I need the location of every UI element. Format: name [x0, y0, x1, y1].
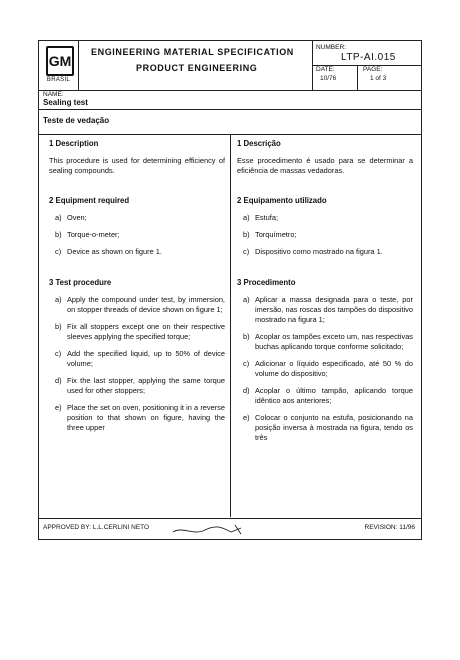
list-text: Estufa; — [255, 213, 279, 222]
section-title: 3 Test procedure — [49, 278, 112, 287]
list-marker: b) — [55, 230, 62, 239]
list-text: Apply the compound under test, by immersion, on stopper threads of device shown on figure 1; — [67, 295, 225, 314]
section-text: This procedure is used for determining efficiency of sealing compounds. — [49, 156, 225, 175]
logo-box — [39, 41, 79, 90]
list-item — [237, 413, 413, 443]
name-value-pt: Teste de vedação — [43, 116, 110, 125]
list-item — [237, 332, 413, 352]
document-footer — [39, 518, 421, 540]
list-marker: e) — [55, 403, 62, 412]
list-item — [237, 295, 413, 325]
section-title: 1 Descrição — [237, 139, 281, 148]
date-value: 10/76 — [320, 75, 337, 82]
list-item — [237, 230, 413, 240]
list-text: Fix all stoppers except one on their respective sleeves applying the specified torque; — [67, 322, 225, 341]
logo-subtext: BRASIL — [46, 77, 71, 83]
list-item — [49, 247, 225, 257]
date-page-divider — [357, 65, 358, 90]
spec-subtitle: PRODUCT ENGINEERING — [136, 63, 258, 73]
list-text: Fix the last stopper, applying the same torque used for other stoppers; — [67, 376, 225, 395]
list-marker: a) — [243, 295, 250, 304]
list-text: Device as shown on figure 1. — [67, 247, 162, 256]
section-text: Esse procedimento é usado para se determinar a eficiência de massas vedadoras. — [237, 156, 413, 175]
english-column — [49, 139, 225, 440]
list-marker: c) — [243, 359, 250, 368]
portuguese-column — [237, 139, 413, 450]
spec-title: ENGINEERING MATERIAL SPECIFICATION — [91, 47, 294, 57]
number-label: NUMBER: — [316, 44, 346, 51]
section-gap — [49, 264, 225, 278]
list-marker: a) — [243, 213, 250, 222]
name-row — [39, 90, 421, 110]
number-value: LTP-AI.015 — [341, 52, 396, 63]
section-title: 1 Description — [49, 139, 99, 148]
list-text: Aplicar a massa designada para o teste, por imersão, nas roscas dos tampões do dispositivo mostrado na figura 1; — [255, 295, 413, 324]
list-text: Colocar o conjunto na estufa, posicionando na posição inversa à mostrada na figura, tendo os três — [255, 413, 413, 442]
list-marker: b) — [55, 322, 62, 331]
list-item — [49, 230, 225, 240]
list-text: Add the specified liquid, up to 50% of device volume; — [67, 349, 225, 368]
list-marker: d) — [55, 376, 62, 385]
date-label: DATE: — [316, 66, 335, 73]
section-gap — [237, 264, 413, 278]
list-marker: a) — [55, 295, 62, 304]
column-divider — [230, 134, 231, 517]
list-item — [237, 247, 413, 257]
document-number-box — [312, 41, 422, 90]
list-text: Torquímetro; — [255, 230, 297, 239]
list-marker: b) — [243, 332, 250, 341]
list-marker: c) — [55, 247, 62, 256]
list-text: Acoplar o último tampão, aplicando torque idêntico aos anteriores; — [255, 386, 413, 405]
section-title: 2 Equipment required — [49, 196, 130, 205]
list-item — [49, 349, 225, 369]
list-text: Adicionar o líquido especificado, até 50 % do volume do dispositivo; — [255, 359, 413, 378]
name-label: NAME: — [43, 91, 64, 98]
signature-mark — [171, 522, 251, 538]
name-value: Sealing test — [43, 98, 88, 107]
list-item — [237, 359, 413, 379]
list-item — [49, 322, 225, 342]
list-text: Place the set on oven, positioning it in a reverse position to that shown on figure, having the three upper — [67, 403, 225, 432]
revision: REVISION: 11/96 — [364, 524, 415, 531]
specification-sheet — [38, 40, 422, 540]
list-marker: e) — [243, 413, 250, 422]
list-text: Torque-o-meter; — [67, 230, 120, 239]
page-value: 1 of 3 — [370, 75, 387, 82]
list-marker: c) — [55, 349, 62, 358]
list-item — [237, 386, 413, 406]
gm-logo: GM — [46, 46, 74, 76]
list-item — [49, 376, 225, 396]
list-text: Dispositivo como mostrado na figura 1. — [255, 247, 383, 256]
page-label: PAGE: — [363, 66, 383, 73]
list-item — [49, 295, 225, 315]
approved-by: APPROVED BY: L.L.CERLINI NETO — [43, 524, 150, 531]
list-item — [237, 213, 413, 223]
list-marker: d) — [243, 386, 250, 395]
section-title: 3 Procedimento — [237, 278, 296, 287]
list-marker: a) — [55, 213, 62, 222]
list-text: Acoplar os tampões exceto um, nas respectivas buchas aplicando torque conforme solicitado; — [255, 332, 413, 351]
list-text: Oven; — [67, 213, 87, 222]
document-header — [39, 41, 421, 91]
section-title: 2 Equipamento utilizado — [237, 196, 327, 205]
name-row-pt — [39, 109, 421, 135]
list-item — [49, 403, 225, 433]
list-marker: c) — [243, 247, 250, 256]
list-item — [49, 213, 225, 223]
list-marker: b) — [243, 230, 250, 239]
